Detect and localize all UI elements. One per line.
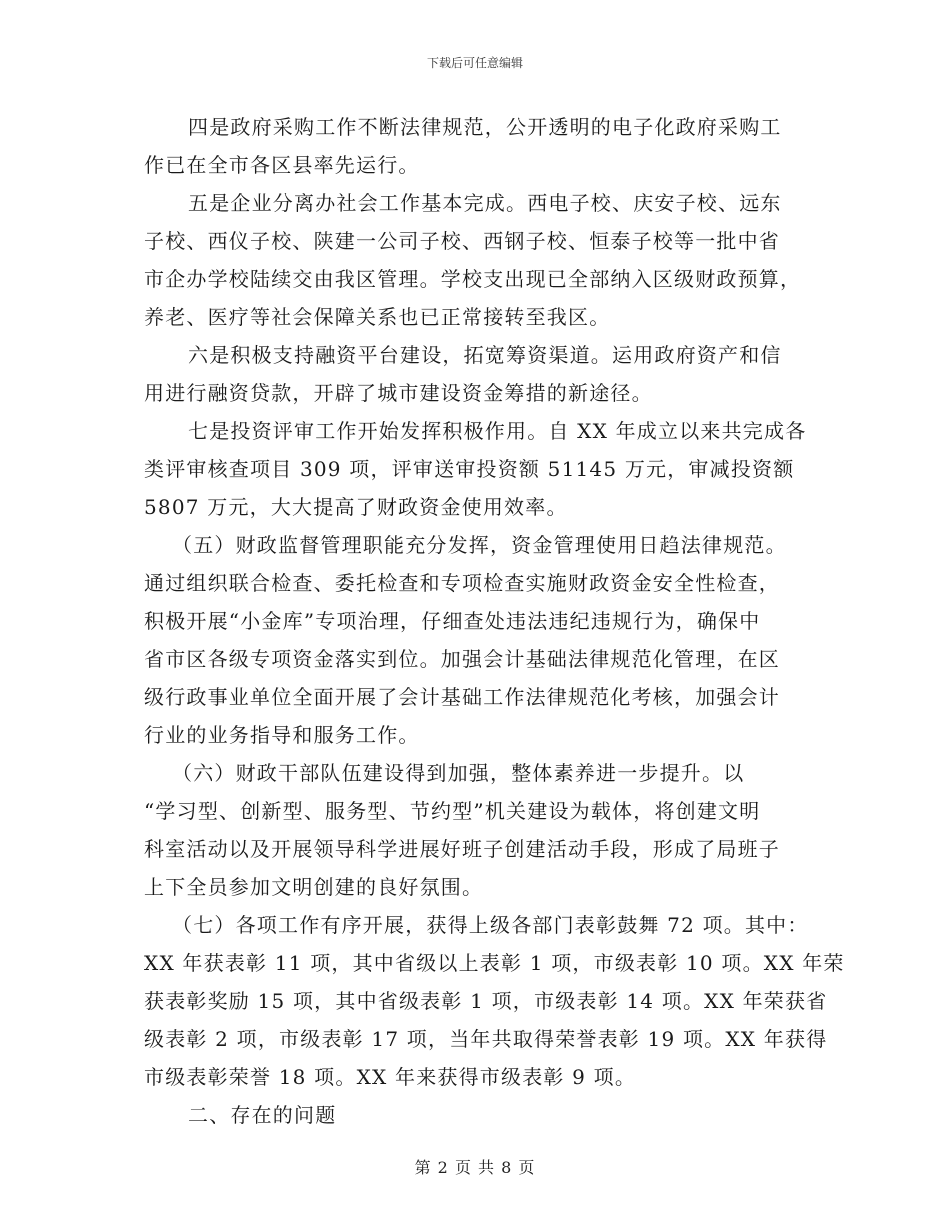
page-footer: 第 2 页 共 8 页 xyxy=(414,1158,536,1177)
body-line: 养老、医疗等社会保障关系也已正常接转至我区。 xyxy=(144,305,611,329)
body-line: 类评审核查项目 309 项，评审送审投资额 51145 万元，审减投资额 xyxy=(144,457,795,481)
body-line: 行业的业务指导和服务工作。 xyxy=(144,723,420,747)
body-line: 级表彰 2 项，市级表彰 17 项，当年共取得荣誉表彰 19 项。XX 年获得 xyxy=(144,1027,828,1051)
body-line: 省市区各级专项资金落实到位。加强会计基础法律规范化管理，在区 xyxy=(144,647,780,671)
body-line: （六）财政干部队伍建设得到加强，整体素养进一步提升。以 xyxy=(172,761,745,785)
body-line: 5807 万元，大大提高了财政资金使用效率。 xyxy=(144,495,568,519)
body-line: 科室活动以及开展领导科学进展好班子创建活动手段，形成了局班子 xyxy=(144,837,780,861)
body-line: 作已在全市各区县率先运行。 xyxy=(144,153,420,177)
body-line: 七是投资评审工作开始发挥积极作用。自 XX 年成立以来共完成各 xyxy=(188,419,807,443)
body-line: 积极开展“小金库”专项治理，仔细查处违法违纪违规行为，确保中 xyxy=(144,609,761,633)
body-line: 市级表彰荣誉 18 项。XX 年来获得市级表彰 9 项。 xyxy=(144,1065,637,1089)
body-line: 获表彰奖励 15 项，其中省级表彰 1 项，市级表彰 14 项。XX 年荣获省 xyxy=(144,989,828,1013)
body-line: 六是积极支持融资平台建设，拓宽筹资渠道。运用政府资产和信 xyxy=(188,343,782,367)
body-line: （七）各项工作有序开展，获得上级各部门表彰鼓舞 72 项。其中： xyxy=(172,913,809,937)
body-line: 级行政事业单位全面开展了会计基础工作法律规范化考核，加强会计 xyxy=(144,685,780,709)
document-body xyxy=(144,108,845,1134)
body-line: 子校、西仪子校、陕建一公司子校、西钢子校、恒泰子校等一批中省 xyxy=(144,229,780,253)
body-line: （五）财政监督管理职能充分发挥，资金管理使用日趋法律规范。 xyxy=(172,533,787,557)
section-heading: 二、存在的问题 xyxy=(188,1103,337,1127)
body-line: 用进行融资贷款，开辟了城市建设资金筹措的新途径。 xyxy=(144,381,653,405)
body-line: XX 年获表彰 11 项，其中省级以上表彰 1 项，市级表彰 10 项。XX 年荣 xyxy=(144,951,845,975)
body-line: 四是政府采购工作不断法律规范，公开透明的电子化政府采购工 xyxy=(188,115,782,139)
body-line: “学习型、创新型、服务型、节约型”机关建设为载体，将创建文明 xyxy=(144,799,761,823)
body-line: 通过组织联合检查、委托检查和专项检查实施财政资金安全性检查， xyxy=(144,571,780,595)
page-header: 下载后可任意编辑 xyxy=(426,56,523,70)
body-line: 五是企业分离办社会工作基本完成。西电子校、庆安子校、远东 xyxy=(188,191,782,215)
body-line: 市企办学校陆续交由我区管理。学校支出现已全部纳入区级财政预算， xyxy=(144,267,802,291)
body-line: 上下全员参加文明创建的良好氛围。 xyxy=(144,875,484,899)
